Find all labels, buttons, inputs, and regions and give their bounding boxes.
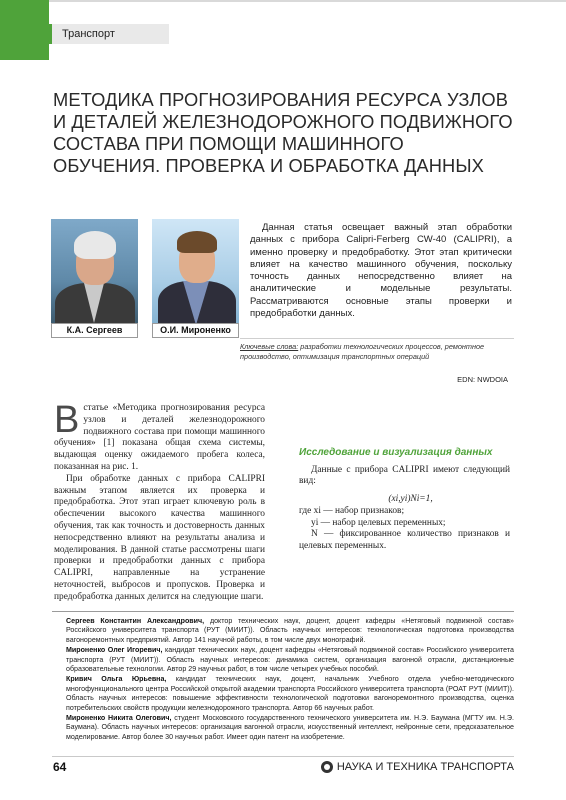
bio-2 (66, 646, 514, 674)
formula: (xi,yi)Ni=1, (388, 494, 433, 505)
bio-4 (66, 714, 514, 742)
footer-rule (52, 756, 514, 757)
bio-3 (66, 675, 514, 713)
author-photo-sergeev (51, 219, 138, 323)
photo-hair (74, 231, 116, 259)
edn-code: EDN: NWDOIA (457, 375, 508, 384)
abstract: Данная статья освещает важный этап обработки данных с прибора Calipri-Ferberg CW-40 (CALIPRI), а именно проверку и предобработку. Этот этап критически влияет на качество машинного обучения, поскольку точность данных непосредственно влияет на аналитические и модельные результаты. Рассматриваются основные этапы проверки и предобработки данных. (250, 222, 512, 320)
bio-3-text: кандидат технических наук, доцент, начальник Учебного отдела учебно-методического многофункционального центра Российской открытой академии транспорта Российского университета транспорта (РОАТ РУТ (МИИТ)). Область научных интересов: повышение эффективности технологической подготовки вагоноремонтного производства, оценка потребительских свойств продукции железнодорожного транспорта. Автор 66 научных работ. (66, 675, 514, 712)
definition-1: где xi — набор признаков; (299, 505, 405, 516)
section-tab (49, 24, 169, 44)
body-paragraph-3: Данные с прибора CALIPRI имеют следующий вид: (299, 464, 510, 487)
author-bios (66, 617, 514, 743)
article-title: МЕТОДИКА ПРОГНОЗИРОВАНИЯ РЕСУРСА УЗЛОВ И ДЕТАЛЕЙ ЖЕЛЕЗНОДОРОЖНОГО ПОДВИЖНОГО СОСТАВА ПРИ ПОМОЩИ МАШИННОГО ОБУЧЕНИЯ. ПРОВЕРКА И ОБРАБОТКА ДАННЫХ (53, 89, 513, 176)
journal-logo-icon (321, 761, 333, 773)
bios-divider (52, 611, 514, 612)
body-paragraph-2: При обработке данных с прибора CALIPRI важным этапом является их проверка и предобработка. Этот этап играет ключевую роль в обеспечении высокого качества машинного обучения, так как точность и достоверность данных непосредственно влияют на результаты анализа и моделирования. В данной статье рассмотрены шаги проверки и предобработки данных с прибора CALIPRI, направленные на устранение неточностей, выбросов и пропусков. Проверка и предобработка данных делится на следующие шаги. (54, 473, 265, 602)
header-rule (49, 0, 566, 2)
drop-cap: В (54, 399, 80, 441)
section-subheading: Исследование и визуализация данных (299, 447, 493, 458)
bio-1-name: Сергеев Константин Александрович, (66, 617, 205, 625)
body-paragraph-1-text: статье «Методика прогнозирования ресурса узлов и деталей железнодорожного подвижного состава при помощи машинного обучения» [1] показана общая схема системы, выдающая оценку ожидаемого пробега колеса, показанная на рис. 1. (54, 403, 265, 472)
photo-hair (177, 231, 217, 253)
definition-3: N — фиксированное количество признаков и целевых переменных. (299, 529, 510, 552)
page-number: 64 (53, 760, 67, 774)
bio-3-name: Кривич Ольга Юрьевна, (66, 675, 167, 684)
body-column-left (54, 399, 265, 604)
bio-2-name: Мироненко Олег Игоревич, (66, 646, 163, 655)
journal-name-text: НАУКА И ТЕХНИКА ТРАНСПОРТА (336, 761, 514, 773)
author-caption-1: К.А. Сергеев (51, 323, 138, 338)
bio-1-text: доктор технических наук, доцент, доцент кафедры «Нетяговый подвижной состав» Российского университета транспорта (РУТ (МИИТ)). Область научных интересов: технологическая подготовка производства вагоноремонтных предприятий. Автор 141 научной работы, в том числе двух монографий. (66, 617, 514, 644)
keywords-divider (240, 338, 514, 339)
body-column-right (299, 403, 510, 553)
section-label: Транспорт (62, 28, 115, 40)
keywords (240, 342, 514, 361)
bio-2-text: кандидат технических наук, доцент кафедры «Нетяговый подвижной состав» Российского университета транспорта (РУТ (МИИТ)). Область научных интересов: динамика систем, организация вагонной отрасли, дистанционные образовательные технологии. Автор 29 научных работ, в том числе четырех учебных пособий. (66, 646, 514, 674)
keywords-label: Ключевые слова: (240, 342, 299, 351)
author-caption-2: О.И. Мироненко (152, 323, 239, 338)
bio-4-name: Мироненко Никита Олегович, (66, 714, 172, 723)
header-accent-block (0, 0, 49, 60)
bio-4-text: студент Московского государственного технического университета им. Н.Э. Баумана (МГТУ им. Н.Э. Баумана). Область научных интересов: организация вагонной отрасли, искусственный интеллект, нейронные сети, предсказательное моделирование. Автор более 30 научных работ. Имеет один патент на изобретение. (66, 714, 514, 741)
author-photo-mironenko (152, 219, 239, 323)
column-continuation-space (299, 403, 510, 439)
keywords-text: разработки технологических процессов, ремонтное производство, оптимизация транспортных операций (240, 342, 485, 361)
bio-1 (66, 617, 514, 645)
body-paragraph-1 (54, 399, 265, 474)
definition-2: yi — набор целевых переменных; (311, 517, 446, 528)
page-header (0, 0, 566, 60)
journal-name (321, 761, 514, 773)
